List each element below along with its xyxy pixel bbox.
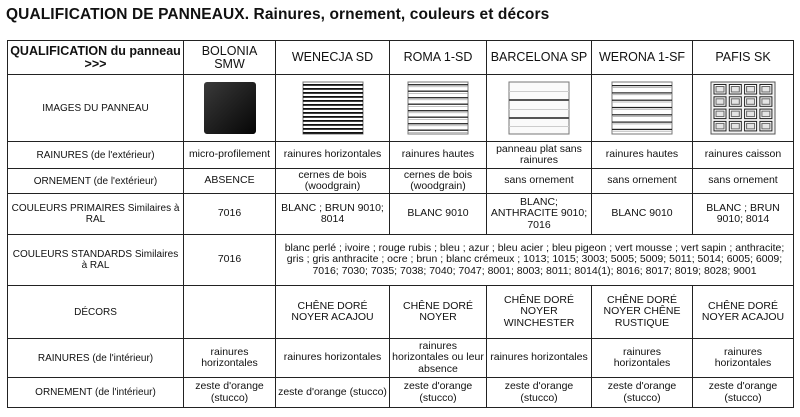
image-cell-wenecja [276, 75, 390, 142]
couleurs-primaires-row [8, 194, 794, 235]
image-cell-roma [390, 75, 487, 142]
ornement-ext-cell: sans ornement [693, 169, 794, 194]
couleurs-standards-label: COULEURS STANDARDS Similaires à RAL [8, 235, 184, 286]
ornement-int-row [8, 378, 794, 408]
couleurs-primaires-cell: BLANC ; BRUN 9010; 8014 [276, 194, 390, 235]
couleurs-primaires-cell: BLANC; ANTHRACITE 9010; 7016 [487, 194, 592, 235]
rainures-ext-cell: rainures caisson [693, 142, 794, 169]
ornement-ext-cell: cernes de bois (woodgrain) [390, 169, 487, 194]
couleurs-primaires-cell: BLANC ; BRUN 9010; 8014 [693, 194, 794, 235]
rainures-ext-cell: rainures horizontales [276, 142, 390, 169]
couleurs-primaires-label: COULEURS PRIMAIRES Similaires à RAL [8, 194, 184, 235]
rainures-int-cell: rainures horizontales [276, 339, 390, 378]
decors-row [8, 286, 794, 339]
rainures-int-cell: rainures horizontales [592, 339, 693, 378]
page-title: QUALIFICATION DE PANNEAUX. Rainures, ornement, couleurs et décors [6, 6, 550, 23]
ornement-int-cell: zeste d'orange (stucco) [592, 378, 693, 408]
flat-panel-image [504, 79, 574, 137]
ornement-int-cell: zeste d'orange (stucco) [390, 378, 487, 408]
cassette-panel-image [708, 79, 778, 137]
header-wenecja: WENECJA SD [276, 41, 390, 75]
ornement-ext-cell: sans ornement [487, 169, 592, 194]
rainures-int-cell: rainures horizontales [184, 339, 276, 378]
rainures-ext-cell: micro-profilement [184, 142, 276, 169]
rainures-ext-cell: rainures hautes [390, 142, 487, 169]
rainures-int-label: RAINURES (de l'intérieur) [8, 339, 184, 378]
ornement-ext-cell: sans ornement [592, 169, 693, 194]
rainures-int-cell: rainures horizontales [487, 339, 592, 378]
header-pafis: PAFIS SK [693, 41, 794, 75]
header-row [8, 41, 794, 75]
ornement-int-cell: zeste d'orange (stucco) [693, 378, 794, 408]
image-cell-barcelona [487, 75, 592, 142]
image-cell-werona [592, 75, 693, 142]
couleurs-primaires-cell: 7016 [184, 194, 276, 235]
ornement-ext-row [8, 169, 794, 194]
rainures-int-cell: rainures horizontales ou leur absence [390, 339, 487, 378]
header-barcelona: BARCELONA SP [487, 41, 592, 75]
decors-cell: CHÊNE DORÉ NOYER CHÊNE RUSTIQUE [592, 286, 693, 339]
rainures-int-row [8, 339, 794, 378]
decors-cell: CHÊNE DORÉ NOYER [390, 286, 487, 339]
ornement-ext-cell: ABSENCE [184, 169, 276, 194]
couleurs-standards-first-cell: 7016 [184, 235, 276, 286]
rainures-ext-cell: rainures hautes [592, 142, 693, 169]
ornement-int-cell: zeste d'orange (stucco) [276, 378, 390, 408]
ornement-int-cell: zeste d'orange (stucco) [487, 378, 592, 408]
couleurs-primaires-cell: BLANC 9010 [390, 194, 487, 235]
rainures-ext-label: RAINURES (de l'extérieur) [8, 142, 184, 169]
black-panel-image [195, 79, 265, 137]
header-bolonia: BOLONIA SMW [184, 41, 276, 75]
wide-ribs-image [403, 79, 473, 137]
image-cell-pafis [693, 75, 794, 142]
couleurs-primaires-cell: BLANC 9010 [592, 194, 693, 235]
header-first-cell: QUALIFICATION du panneau >>> [8, 41, 184, 75]
couleurs-standards-row [8, 235, 794, 286]
high-ribs-image [607, 79, 677, 137]
ornement-int-label: ORNEMENT (de l'intérieur) [8, 378, 184, 408]
decors-cell: CHÊNE DORÉ NOYER ACAJOU [276, 286, 390, 339]
ornement-ext-label: ORNEMENT (de l'extérieur) [8, 169, 184, 194]
qualification-table [7, 40, 794, 408]
decors-label: DÉCORS [8, 286, 184, 339]
image-cell-bolonia [184, 75, 276, 142]
header-werona: WERONA 1-SF [592, 41, 693, 75]
decors-cell: CHÊNE DORÉ NOYER ACAJOU [693, 286, 794, 339]
header-roma: ROMA 1-SD [390, 41, 487, 75]
images-row [8, 75, 794, 142]
ornement-ext-cell: cernes de bois (woodgrain) [276, 169, 390, 194]
decors-cell [184, 286, 276, 339]
horizontal-ribs-image [298, 79, 368, 137]
images-label: IMAGES DU PANNEAU [8, 75, 184, 142]
couleurs-standards-merged-cell: blanc perlé ; ivoire ; rouge rubis ; bleu ; azur ; bleu acier ; bleu pigeon ; vert mousse ; vert sapin ; anthracite; gris ; gris anthracite ; ocre ; brun ; blanc crémeux ; 1013; 1015; 3003; 5005; 5009; 5011; 5014; 6005; 6009; 7016; 7030; 7035; 7038; 7040; 7047; 8001; 8003; 8011; 8014(1); 8016; 8017; 8019; 8028; 9001 [276, 235, 794, 286]
rainures-ext-row [8, 142, 794, 169]
rainures-int-cell: rainures horizontales [693, 339, 794, 378]
ornement-int-cell: zeste d'orange (stucco) [184, 378, 276, 408]
rainures-ext-cell: panneau plat sans rainures [487, 142, 592, 169]
decors-cell: CHÊNE DORÉ NOYER WINCHESTER [487, 286, 592, 339]
